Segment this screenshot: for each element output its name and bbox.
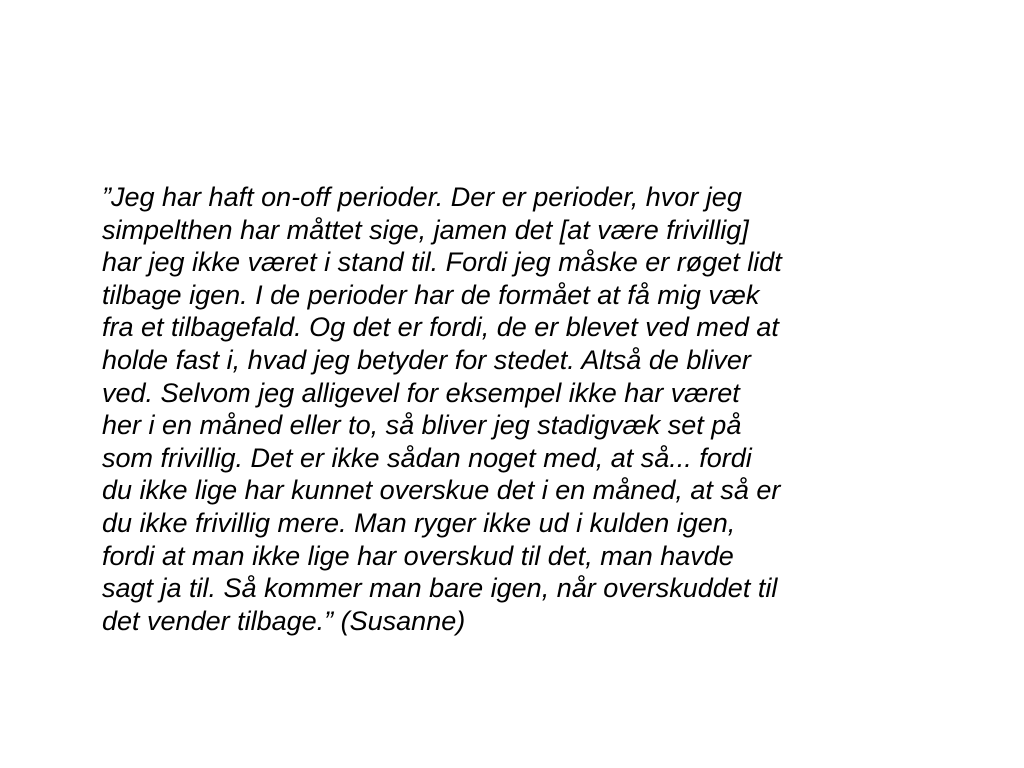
- quote-line: her i en måned eller to, så bliver jeg stadigvæk set på: [102, 410, 742, 441]
- quote-line: ved. Selvom jeg alligevel for eksempel ikke har været: [102, 377, 740, 408]
- quote-line: ”Jeg har haft on-off perioder. Der er perioder, hvor jeg: [102, 182, 742, 212]
- quote-text-block: [102, 181, 982, 637]
- quote-line: tilbage igen. I de perioder har de formået at få mig væk: [102, 279, 760, 310]
- quote-line: har jeg ikke været i stand til. Fordi jeg måske er røget lidt: [102, 247, 782, 278]
- quote-line: du ikke frivillig mere. Man ryger ikke ud i kulden igen,: [102, 507, 736, 538]
- quote-line: du ikke lige har kunnet overskue det i en måned, at så er: [102, 475, 781, 506]
- quote-line: fordi at man ikke lige har overskud til det, man havde: [102, 540, 734, 571]
- quote-line: som frivillig. Det er ikke sådan noget med, at så... fordi: [102, 442, 752, 473]
- quote-line: fra et tilbagefald. Og det er fordi, de er blevet ved med at: [102, 312, 779, 343]
- quote-attribution-line: det vender tilbage.” (Susanne): [102, 605, 466, 636]
- quote-line: sagt ja til. Så kommer man bare igen, når overskuddet til: [102, 573, 778, 604]
- quote-line: simpelthen har måttet sige, jamen det [at være frivillig]: [102, 214, 749, 245]
- quote-line: holde fast i, hvad jeg betyder for stedet. Altså de bliver: [102, 344, 751, 375]
